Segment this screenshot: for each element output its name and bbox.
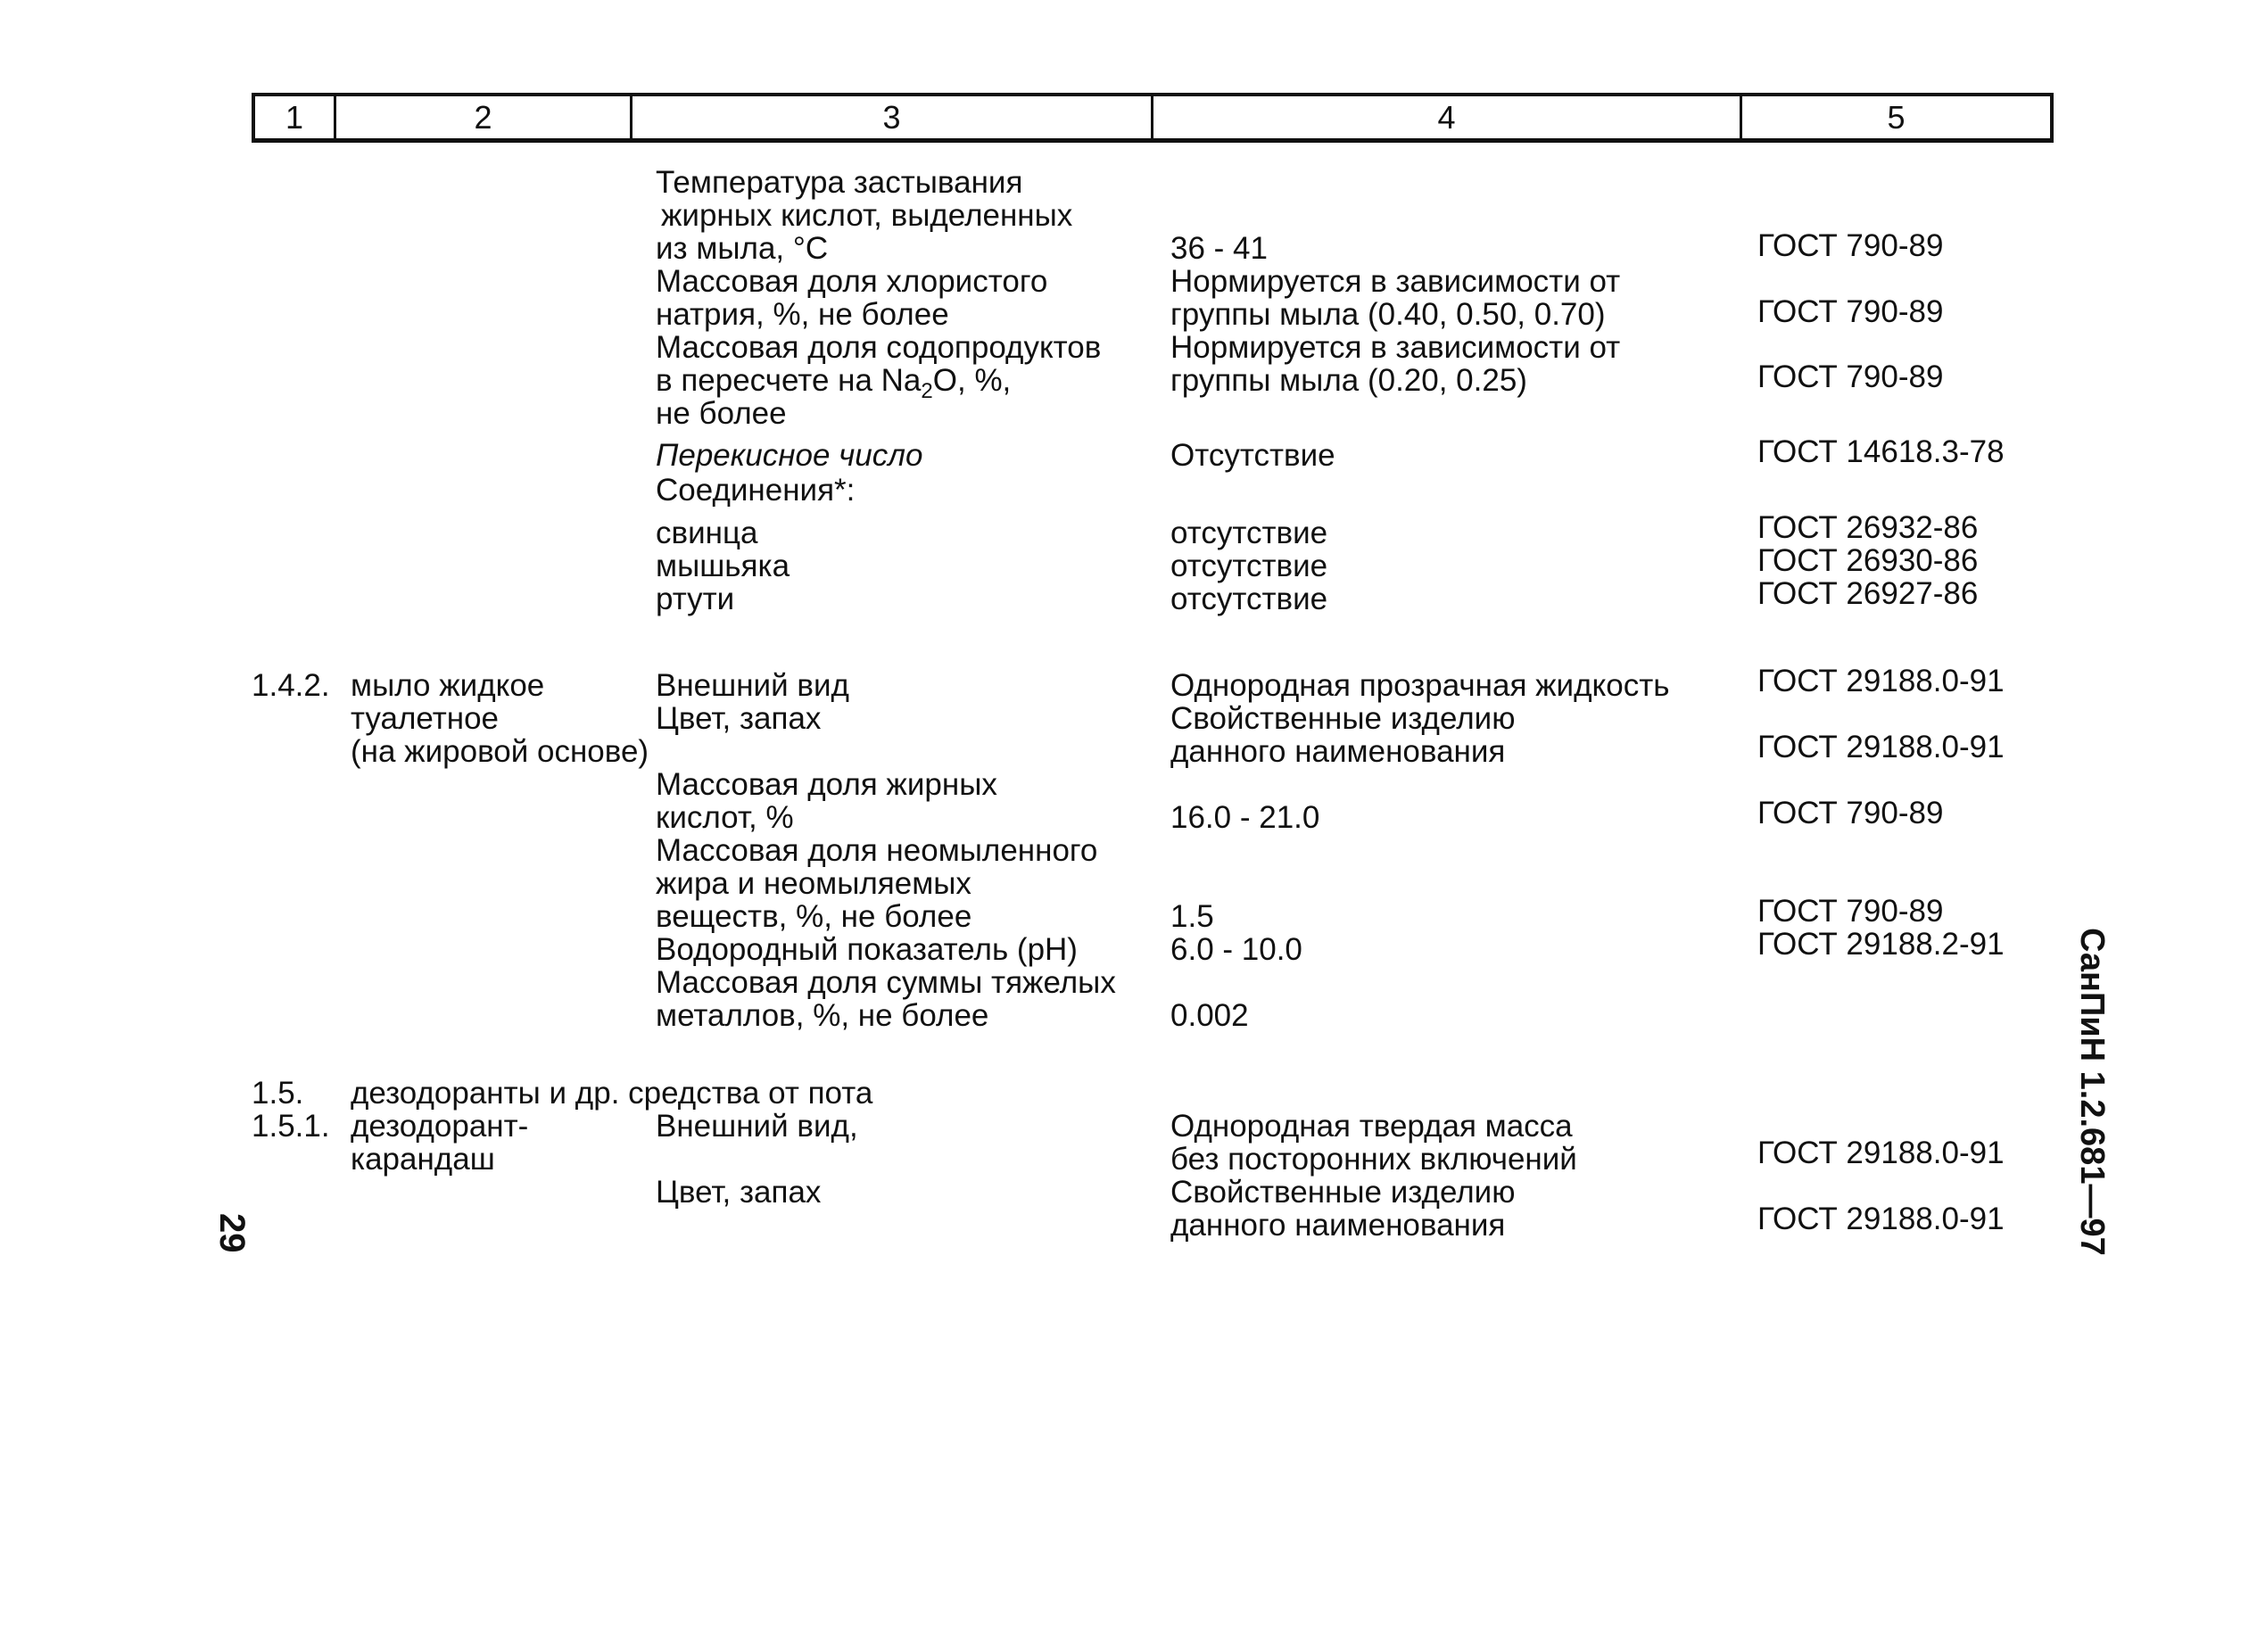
gost-reference: ГОСТ 14618.3-78 xyxy=(1757,434,2005,469)
gost-reference: ГОСТ 26930-86 xyxy=(1757,543,1979,578)
gost-reference: ГОСТ 29188.0-91 xyxy=(1757,1136,2005,1170)
header-col-5: 5 xyxy=(1887,98,1906,136)
norm-value: данного наименования xyxy=(1170,1208,1506,1243)
norm-value: группы мыла (0.20, 0.25) xyxy=(1170,363,1527,398)
norm-value: Однородная твердая масса xyxy=(1170,1109,1573,1144)
indicator-text: Массовая доля жирных xyxy=(656,767,997,802)
gost-reference: ГОСТ 790-89 xyxy=(1757,294,1944,329)
norm-value: Нормируется в зависимости от xyxy=(1170,264,1621,299)
indicator-text: в пересчете на $Na_2О$, %, xyxy=(656,363,1012,403)
product-name: карандаш xyxy=(351,1142,495,1177)
header-col-3: 3 xyxy=(882,98,901,136)
gost-reference: ГОСТ 790-89 xyxy=(1757,894,1944,929)
indicator-text: Перекисное число xyxy=(656,438,923,473)
gost-reference: ГОСТ 790-89 xyxy=(1757,796,1944,830)
indicator-text: Массовая доля хлористого xyxy=(656,264,1048,299)
norm-value: Однородная прозрачная жидкость xyxy=(1170,668,1670,703)
indicator-text: жира и неомыляемых xyxy=(656,866,971,901)
indicator-text: Соединения*: xyxy=(656,473,856,508)
norm-value: Свойственные изделию xyxy=(1170,1175,1516,1210)
norm-value: Нормируется в зависимости от xyxy=(1170,330,1621,365)
section-title: дезодоранты и др. средства от пота xyxy=(351,1076,873,1111)
indicator-text: ртути xyxy=(656,582,735,616)
header-col-2: 2 xyxy=(474,98,492,136)
indicator-text: металлов, %, не более xyxy=(656,998,989,1033)
section-number: 1.4.2. xyxy=(252,668,330,703)
indicator-text: Массовая доля неомыленного xyxy=(656,833,1098,868)
norm-value: отсутствие xyxy=(1170,516,1328,550)
norm-value: Свойственные изделию xyxy=(1170,701,1516,736)
gost-reference: ГОСТ 26932-86 xyxy=(1757,510,1979,545)
section-number: 1.5. xyxy=(252,1076,304,1111)
indicator-text: Цвет, запах xyxy=(656,1175,822,1210)
header-col-4: 4 xyxy=(1437,98,1456,136)
norm-value: без посторонних включений xyxy=(1170,1142,1577,1177)
gost-reference: ГОСТ 790-89 xyxy=(1757,359,1944,394)
norm-value: данного наименования xyxy=(1170,734,1506,769)
gost-reference: ГОСТ 29188.0-91 xyxy=(1757,1202,2005,1236)
norm-value: Отсутствие xyxy=(1170,438,1335,473)
header-col-1: 1 xyxy=(285,98,304,136)
gost-reference: ГОСТ 790-89 xyxy=(1757,228,1944,263)
section-number: 1.5.1. xyxy=(252,1109,330,1144)
indicator-text: Массовая доля суммы тяжелых xyxy=(656,965,1116,1000)
norm-value: 36 - 41 xyxy=(1170,231,1268,266)
indicator-text: Температура застывания xyxy=(656,165,1023,200)
product-name: (на жировой основе) xyxy=(351,734,649,769)
indicator-text: Внешний вид, xyxy=(656,1109,858,1144)
product-name: туалетное xyxy=(351,701,500,736)
norm-value: 1.5 xyxy=(1170,899,1214,934)
product-name: дезодорант- xyxy=(351,1109,529,1144)
page-number: 29 xyxy=(212,1213,252,1253)
norm-value: отсутствие xyxy=(1170,549,1328,583)
indicator-text: Водородный показатель (рН) xyxy=(656,932,1078,967)
indicator-text: веществ, %, не более xyxy=(656,899,972,934)
gost-reference: ГОСТ 29188.0-91 xyxy=(1757,730,2005,764)
norm-value: 6.0 - 10.0 xyxy=(1170,932,1302,967)
gost-reference: ГОСТ 26927-86 xyxy=(1757,576,1979,611)
indicator-text: не более xyxy=(656,396,787,431)
norm-value: группы мыла (0.40, 0.50, 0.70) xyxy=(1170,297,1606,332)
indicator-text: мышьяка xyxy=(656,549,790,583)
product-name: мыло жидкое xyxy=(351,668,545,703)
indicator-text: Внешний вид xyxy=(656,668,849,703)
norm-value: 16.0 - 21.0 xyxy=(1170,800,1320,835)
indicator-text: жирных кислот, выделенных xyxy=(661,198,1073,233)
indicator-text: Цвет, запах xyxy=(656,701,822,736)
indicator-text: кислот, % xyxy=(656,800,794,835)
indicator-text: Массовая доля содопродуктов xyxy=(656,330,1102,365)
document-side-title: СанПиН 1.2.681—97 xyxy=(2073,928,2111,1256)
indicator-text: из мыла, °С xyxy=(656,231,829,266)
indicator-text: натрия, %, не более xyxy=(656,297,949,332)
gost-reference: ГОСТ 29188.0-91 xyxy=(1757,664,2005,698)
table-header xyxy=(252,93,2054,143)
indicator-text: свинца xyxy=(656,516,758,550)
norm-value: отсутствие xyxy=(1170,582,1328,616)
norm-value: 0.002 xyxy=(1170,998,1249,1033)
gost-reference: ГОСТ 29188.2-91 xyxy=(1757,927,2005,962)
